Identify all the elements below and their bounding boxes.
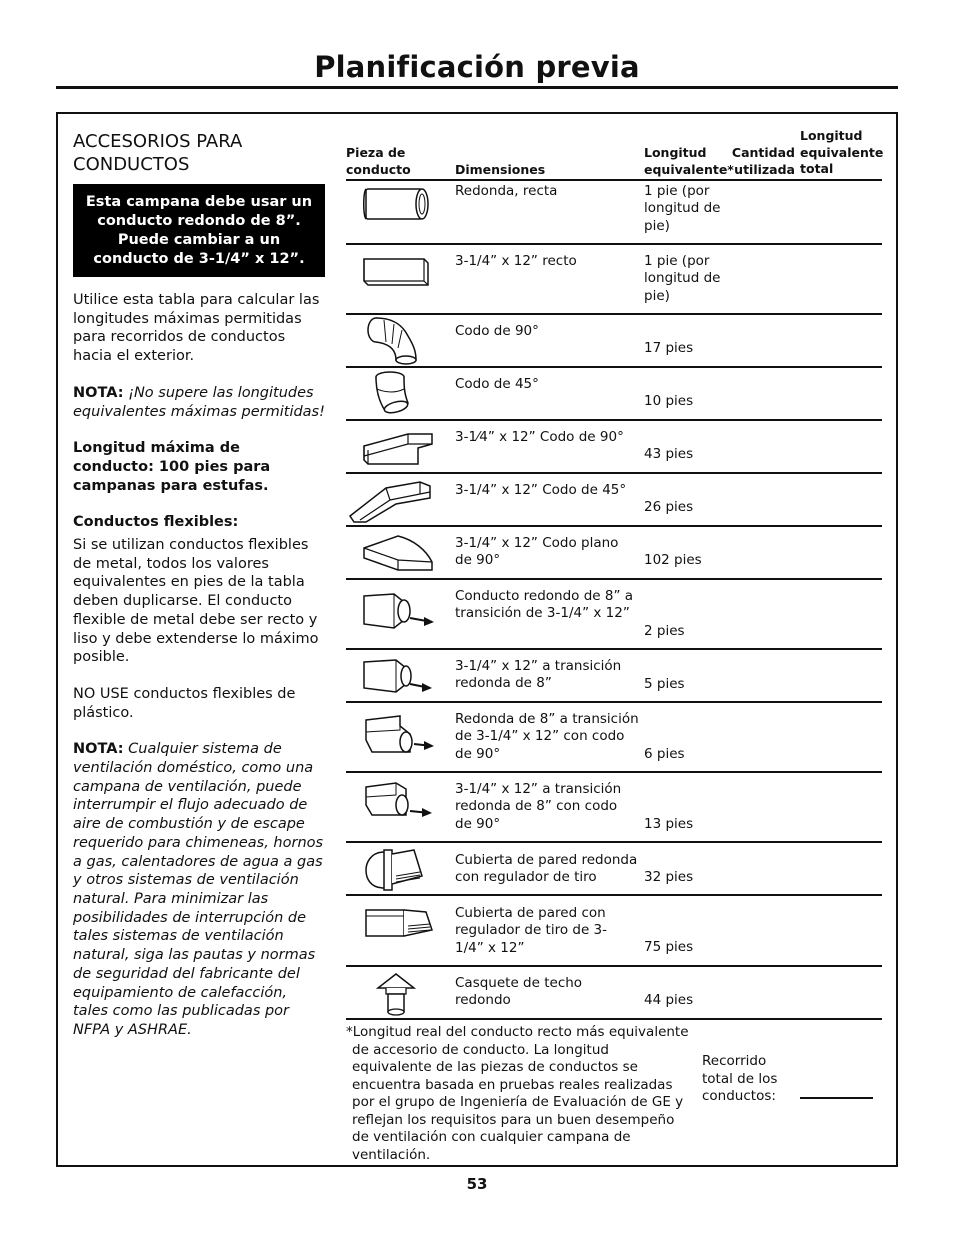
round-elbow-90-icon	[362, 316, 422, 366]
rect-to-round-transition-icon	[360, 656, 440, 696]
row-equivalent: 17 pies	[644, 340, 694, 356]
title-rule	[56, 86, 898, 89]
row-rule	[346, 841, 882, 843]
row-dimensions: 3-1/4” x 12” a transición redonda de 8”	[455, 658, 622, 692]
row-dimensions: 3-1⁄4” x 12” Codo de 90°	[455, 429, 624, 445]
header-total: Longitud equivalente total	[800, 128, 884, 176]
row-equivalent: 43 pies	[644, 446, 694, 462]
round-elbow-45-icon	[368, 369, 418, 417]
row-equivalent: 1 pie (por longitud de pie)	[644, 183, 721, 234]
row-dimensions: 3-1/4” x 12” Codo plano de 90°	[455, 535, 619, 569]
row-dimensions: Cubierta de pared redonda con regulador de tiro	[455, 852, 638, 886]
row-equivalent: 13 pies	[644, 816, 694, 832]
header-quantity: Cantidad utilizada	[731, 145, 795, 177]
row-equivalent: 44 pies	[644, 992, 694, 1008]
row-rule	[346, 472, 882, 474]
header-rule	[346, 179, 882, 181]
round-to-rect-transition-icon	[360, 588, 440, 632]
row-rule	[346, 771, 882, 773]
row-dimensions: 3-1/4” x 12” Codo de 45°	[455, 482, 627, 498]
no-plastic-note: NO USE conductos flexibles de plástico.	[73, 685, 296, 721]
footnote: *Longitud real del conducto recto más equivalente de accesorio de conducto. La longitud equivalente de las piezas de conductos se encuentra basada en pruebas reales realizadas por el grupo de Ingeniería de Evaluación de GE y reflejan los requisitos para un buen desempeño de ventilación con cualquier campana de ventilación.	[346, 1024, 689, 1163]
row-equivalent: 5 pies	[644, 676, 685, 692]
rect-straight-duct-icon	[360, 253, 434, 291]
header-piece: Pieza de conducto	[346, 145, 411, 177]
row-equivalent: 26 pies	[644, 499, 694, 515]
row-rule	[346, 313, 882, 315]
row-rule	[346, 525, 882, 527]
intro-paragraph: Utilice esta tabla para calcular las longitudes máximas permitidas para recorridos de conductos hacia el exterior.	[73, 292, 320, 365]
row-dimensions: Casquete de techo redondo	[455, 975, 583, 1009]
rect-elbow-45-icon	[346, 476, 440, 524]
row-rule	[346, 243, 882, 245]
round-straight-duct-icon	[360, 183, 434, 225]
max-length-note: Longitud máxima de conducto: 100 pies para campanas para estufas.	[73, 440, 271, 494]
row-dimensions: Codo de 45°	[455, 376, 539, 392]
left-column	[73, 130, 325, 1058]
row-dimensions: Codo de 90°	[455, 323, 539, 339]
page-title: Planificación previa	[314, 50, 640, 84]
nota-2: NOTA: Cualquier sistema de ventilación doméstico, como una campana de ventilación, puede interrumpir el flujo adecuado de aire de combustión y de escape requerido para chimeneas, hornos a gas, calentadores de agua a gas y otros sistemas de ventilación natural. Para minimizar las posibilidades de interrupción de tales sistemas de ventilación natural, siga las pautas y normas de seguridad del fabricante del equipamiento de calefacción, tales como las publicadas por NFPA y ASHRAE.	[73, 741, 324, 1038]
rect-to-round-transition-elbow-icon	[360, 779, 440, 823]
duct-notice-box: Esta campana debe usar un conducto redondo de 8”. Puede cambiar a un conducto de 3-1/4” x 12”.	[73, 184, 325, 277]
row-equivalent: 1 pie (por longitud de pie)	[644, 253, 721, 304]
row-rule	[346, 965, 882, 967]
row-rule	[346, 578, 882, 580]
flex-heading: Conductos flexibles:	[73, 514, 239, 531]
row-rule	[346, 648, 882, 650]
row-dimensions: Cubierta de pared con regulador de tiro de 3-1/4” x 12”	[455, 905, 608, 956]
nota-1: NOTA: ¡No supere las longitudes equivalentes máximas permitidas!	[73, 384, 325, 420]
round-to-rect-transition-elbow-icon	[360, 710, 440, 758]
section-heading: ACCESORIOS PARA CONDUCTOS	[73, 131, 243, 175]
row-equivalent: 10 pies	[644, 393, 694, 409]
row-equivalent: 32 pies	[644, 869, 694, 885]
header-dimensions: Dimensiones	[455, 162, 546, 177]
row-rule	[346, 701, 882, 703]
total-input-line[interactable]	[800, 1097, 873, 1099]
row-rule	[346, 1018, 882, 1020]
header-equivalent: Longitud equivalente*	[644, 145, 734, 177]
row-equivalent: 75 pies	[644, 939, 694, 955]
row-dimensions: Redonda, recta	[455, 183, 558, 199]
total-label: Recorrido total de los conductos:	[702, 1053, 778, 1104]
round-roof-cap-icon	[372, 970, 420, 1018]
flex-paragraph: Si se utilizan conductos flexibles de metal, todos los valores equivalentes en pies de la tabla deben duplicarse. El conducto flexible de metal debe ser recto y liso y debe extenderse lo máximo posible.	[73, 537, 319, 666]
row-rule	[346, 366, 882, 368]
rect-elbow-90-icon	[358, 424, 438, 470]
rect-flat-elbow-90-icon	[360, 530, 440, 576]
row-rule	[346, 419, 882, 421]
rect-wall-cap-icon	[362, 904, 442, 944]
row-dimensions: Redonda de 8” a transición de 3-1/4” x 12” con codo de 90°	[455, 711, 639, 762]
row-dimensions: 3-1/4” x 12” a transición redonda de 8” con codo de 90°	[455, 781, 622, 832]
row-dimensions: 3-1/4” x 12” recto	[455, 253, 577, 269]
row-equivalent: 102 pies	[644, 552, 702, 568]
page-number: 53	[466, 1175, 488, 1193]
row-equivalent: 2 pies	[644, 623, 685, 639]
row-dimensions: Conducto redondo de 8” a transición de 3-1/4” x 12”	[455, 588, 634, 622]
row-equivalent: 6 pies	[644, 746, 685, 762]
round-wall-cap-icon	[358, 846, 438, 894]
row-rule	[346, 894, 882, 896]
